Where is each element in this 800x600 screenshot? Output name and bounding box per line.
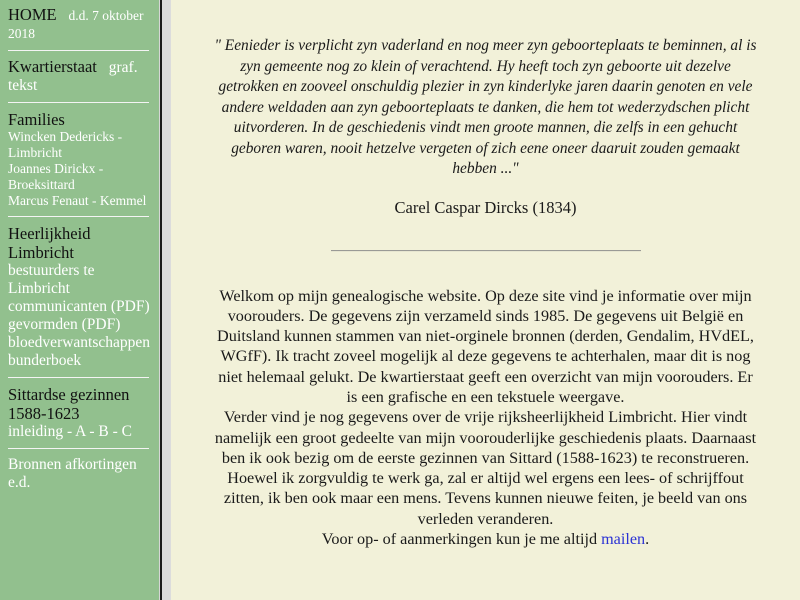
main-content <box>171 0 800 600</box>
sidebar-divider <box>8 448 149 449</box>
sidebar-item-communicanten-pdf[interactable]: communicanten (PDF) <box>8 298 150 315</box>
intro-paragraph-1: Welkom op mijn genealogische website. Op deze site vind je informatie over mijn voorouders. De gegevens zijn verzameld sinds 1985. De gegevens uit België en Duitsland kunnen stammen van niet-orginele bronnen (derden, Gendalim, HVdEL, WGfF). Ik tracht zoveel mogelijk al deze gegevens te achterhalen, maar dit is nog niet helemaal gelukt. De kwartierstaat geeft een overzicht van mijn voorouders. Er is een grafische en een tekstuele weergave. <box>217 286 754 406</box>
sidebar-group-kwartierstaat <box>8 58 151 95</box>
sidebar-item-bronnen-afkortingen[interactable]: Bronnen afkortingen e.d. <box>8 456 137 491</box>
quote-attribution: Carel Caspar Dircks (1834) <box>394 197 577 217</box>
contact-text-post: . <box>645 530 650 549</box>
intro-paragraph-3 <box>213 529 758 549</box>
sidebar-item-gevormden-pdf[interactable]: gevormden (PDF) <box>8 316 121 333</box>
sidebar-group-families <box>8 110 151 209</box>
sidebar-divider <box>8 216 149 217</box>
sidebar-item-wincken-dedericks[interactable]: Wincken Dedericks - Limbricht <box>8 129 123 160</box>
content-divider-wrap <box>171 218 800 252</box>
sidebar-content-gap <box>162 0 171 600</box>
mailen-link[interactable]: mailen <box>601 530 646 549</box>
sidebar-item-inleiding-a-b-c[interactable]: inleiding - A - B - C <box>8 423 132 440</box>
sidebar-home-date: d.d. 7 oktober 2018 <box>8 8 144 41</box>
sidebar-item-bestuurders-te-limbricht[interactable]: bestuurders te Limbricht <box>8 262 95 297</box>
contact-text-pre: Voor op- of aanmerkingen kun je me altijd <box>321 530 602 549</box>
sidebar-group-sittardse-gezinnen <box>8 385 151 441</box>
sidebar-heading-sittardse-gezinnen: Sittardse gezinnen 1588-1623 <box>8 385 130 423</box>
sidebar-item-joannes-dirickx[interactable]: Joannes Dirickx - Broeksittard <box>8 161 104 192</box>
sidebar-divider <box>8 377 149 378</box>
sidebar-heading-families: Families <box>8 110 65 129</box>
sidebar-item-bloedverwantschappen[interactable]: bloedverwantschappen <box>8 334 151 351</box>
intro-paragraph-2: Verder vind je nog gegevens over de vrije rijksheerlijkheid Limbricht. Hier vindt namelijk een groot gedeelte van mijn voorouderlijke geschiedenis plaats. Daarnaast ben ik ook bezig om de eerste gezinnen van Sittard (1588-1623) te reconstrueren. Hoewel ik zorgvuldig te werk ga, zal er altijd wel ergens een lees- of schrijffout zitten, ik ben ook maar een mens. Tevens kunnen nieuwe feiten, je beeld van ons verleden veranderen. <box>214 408 757 528</box>
sidebar <box>0 0 160 600</box>
intro-text <box>171 252 800 550</box>
sidebar-item-marcus-fenaut[interactable]: Marcus Fenaut - Kemmel <box>8 193 147 208</box>
sidebar-item-home[interactable]: HOME <box>8 5 57 24</box>
sidebar-group-home <box>8 6 151 43</box>
sidebar-item-kwartierstaat-graf-tekst[interactable]: graf. tekst <box>8 59 138 94</box>
historic-quote: " Eenieder is verplicht zyn vaderland en nog meer zyn geboorteplaats te beminnen, al is zyn gemeente nog zo klein of verachtend. Hy heeft toch zyn geboorte uit dezelve getrokken en zooveel onschuldig plezier in zyn kinderlyke jaren daarin genoten en vele andere weldaden aan zyn geboorteplaats te danken, die hem tot wederzydschen plicht uitvorderen. In de geschiedenis vindt men groote mannen, die zelfs in een gehucht geboren waren, nooit hetzelve vergeten of zich eene oneer daaruit zouden gemaakt hebben ..." <box>214 37 757 177</box>
sidebar-divider <box>8 102 149 103</box>
sidebar-group-heerlijkheid-limbricht <box>8 224 151 370</box>
sidebar-item-kwartierstaat[interactable]: Kwartierstaat <box>8 57 97 76</box>
sidebar-item-bunderboek[interactable]: bunderboek <box>8 352 82 369</box>
sidebar-heading-heerlijkheid-limbricht: Heerlijkheid Limbricht <box>8 224 91 262</box>
sidebar-group-bronnen <box>8 456 151 492</box>
sidebar-divider <box>8 50 149 51</box>
